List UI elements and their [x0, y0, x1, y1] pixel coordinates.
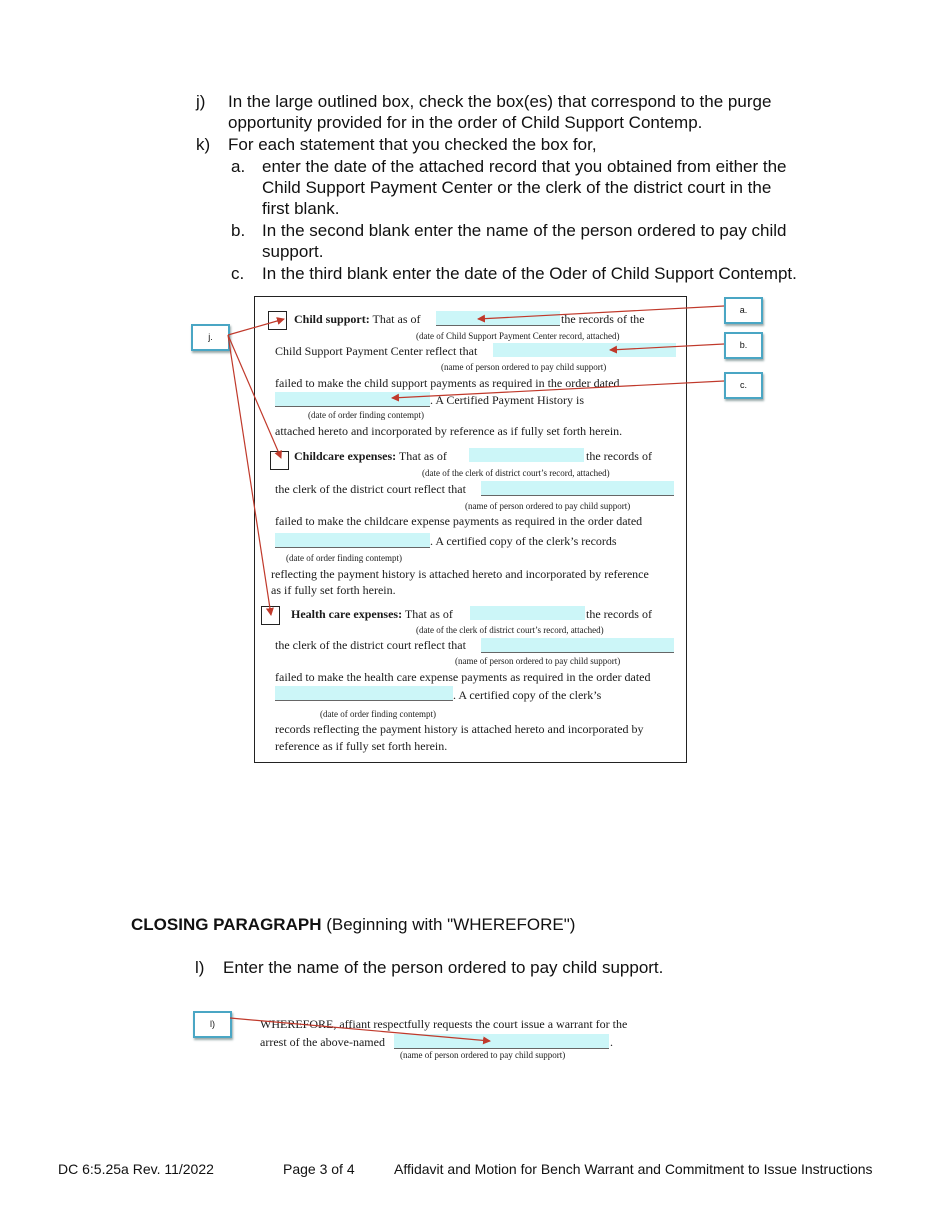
item-k-marker: k): [196, 135, 211, 154]
records-of-text: the records of: [586, 449, 652, 463]
child-support-line3: failed to make the child support payments as required in the order dated: [275, 376, 620, 390]
health-care-line2: the clerk of the district court reflect that: [275, 638, 466, 652]
item-k-c-line1: In the third blank enter the date of the Oder of Child Support Contempt.: [262, 264, 797, 283]
childcare-line6: as if fully set forth herein.: [271, 583, 396, 597]
that-as-of-text: That as of: [372, 312, 421, 326]
childcare-line3: failed to make the childcare expense payments as required in the order dated: [275, 514, 643, 528]
callout-c: c.: [724, 372, 763, 399]
childcare-heading: Childcare expenses:: [294, 449, 397, 463]
child-support-order-caption: (date of order finding contempt): [308, 410, 424, 420]
health-care-line3: failed to make the health care expense payments as required in the order dated: [275, 670, 651, 684]
childcare-date-caption: (date of the clerk of district court’s record, attached): [422, 468, 610, 478]
childcare-line5: reflecting the payment history is attached hereto and incorporated by reference: [271, 567, 649, 581]
child-support-date-caption: (date of Child Support Payment Center record, attached): [416, 331, 620, 341]
health-care-line4: . A certified copy of the clerk’s: [453, 688, 602, 702]
wherefore-line1: WHEREFORE, affiant respectfully requests the court issue a warrant for the: [260, 1017, 628, 1031]
records-of-text: the records of: [586, 607, 652, 621]
child-support-line5: attached hereto and incorporated by reference as if fully set forth herein.: [275, 424, 623, 438]
arrow-c: [392, 381, 724, 398]
childcare-line4: . A certified copy of the clerk’s records: [430, 534, 617, 548]
item-k-a-line2: Child Support Payment Center or the clerk of the district court in the: [262, 178, 772, 197]
callout-a: a.: [724, 297, 763, 324]
health-care-line5: records reflecting the payment history is attached hereto and incorporated by: [275, 722, 644, 736]
item-j-line1: In the large outlined box, check the box(es) that correspond to the purge: [228, 92, 772, 111]
that-as-of-text: That as of: [398, 449, 447, 463]
childcare-line2: the clerk of the district court reflect that: [275, 482, 466, 496]
item-k-b-marker: b.: [231, 221, 246, 240]
health-care-order-caption: (date of order finding contempt): [320, 709, 436, 719]
callout-j: j.: [191, 324, 230, 351]
child-support-line2: Child Support Payment Center reflect that: [275, 344, 478, 358]
wherefore-line2: arrest of the above-named: [260, 1035, 385, 1049]
footer-page: Page 3 of 4: [283, 1161, 355, 1177]
childcare-order-caption: (date of order finding contempt): [286, 553, 402, 563]
item-k-a-marker: a.: [231, 157, 246, 176]
arrow-b: [610, 344, 724, 350]
arrow-j-to-childcare: [228, 335, 281, 458]
item-l-marker: l): [195, 958, 205, 977]
item-k-c-marker: c.: [231, 264, 245, 283]
item-j-line2: opportunity provided for in the order of Child Support Contemp.: [228, 113, 703, 132]
child-support-heading: Child support:: [294, 312, 370, 326]
closing-heading-bold: CLOSING PARAGRAPH: [131, 915, 322, 934]
item-k-a-line3: first blank.: [262, 199, 340, 218]
wherefore-name-caption: (name of person ordered to pay child support): [400, 1050, 566, 1060]
records-of-the-text: the records of the: [561, 312, 645, 326]
child-support-line4: . A Certified Payment History is: [430, 393, 584, 407]
child-support-name-caption: (name of person ordered to pay child support): [441, 362, 607, 372]
arrow-a: [478, 306, 724, 319]
wherefore-period: .: [610, 1035, 613, 1049]
health-care-date-caption: (date of the clerk of district court’s record, attached): [416, 625, 604, 635]
item-k-line1: For each statement that you checked the box for,: [228, 135, 597, 154]
arrow-j-to-child-support: [228, 319, 284, 335]
item-j-marker: j): [196, 92, 206, 111]
item-k-b-line1: In the second blank enter the name of the person ordered to pay child: [262, 221, 787, 240]
item-l-text: Enter the name of the person ordered to pay child support.: [223, 958, 664, 977]
item-k-b-line2: support.: [262, 242, 324, 261]
footer-title: Affidavit and Motion for Bench Warrant and Commitment to Issue Instructions: [394, 1161, 873, 1177]
callout-l: l): [193, 1011, 232, 1038]
that-as-of-text: That as of: [404, 607, 453, 621]
arrow-j-to-health-care: [228, 335, 271, 615]
childcare-name-caption: (name of person ordered to pay child support): [465, 501, 631, 511]
health-care-line6: reference as if fully set forth herein.: [275, 739, 448, 753]
arrow-l: [230, 1018, 490, 1041]
closing-heading-rest: (Beginning with "WHEREFORE"): [326, 915, 576, 934]
health-care-name-caption: (name of person ordered to pay child support): [455, 656, 621, 666]
callout-b: b.: [724, 332, 763, 359]
health-care-heading: Health care expenses:: [291, 607, 403, 621]
footer-form-number: DC 6:5.25a Rev. 11/2022: [58, 1161, 214, 1177]
item-k-a-line1: enter the date of the attached record that you obtained from either the: [262, 157, 787, 176]
